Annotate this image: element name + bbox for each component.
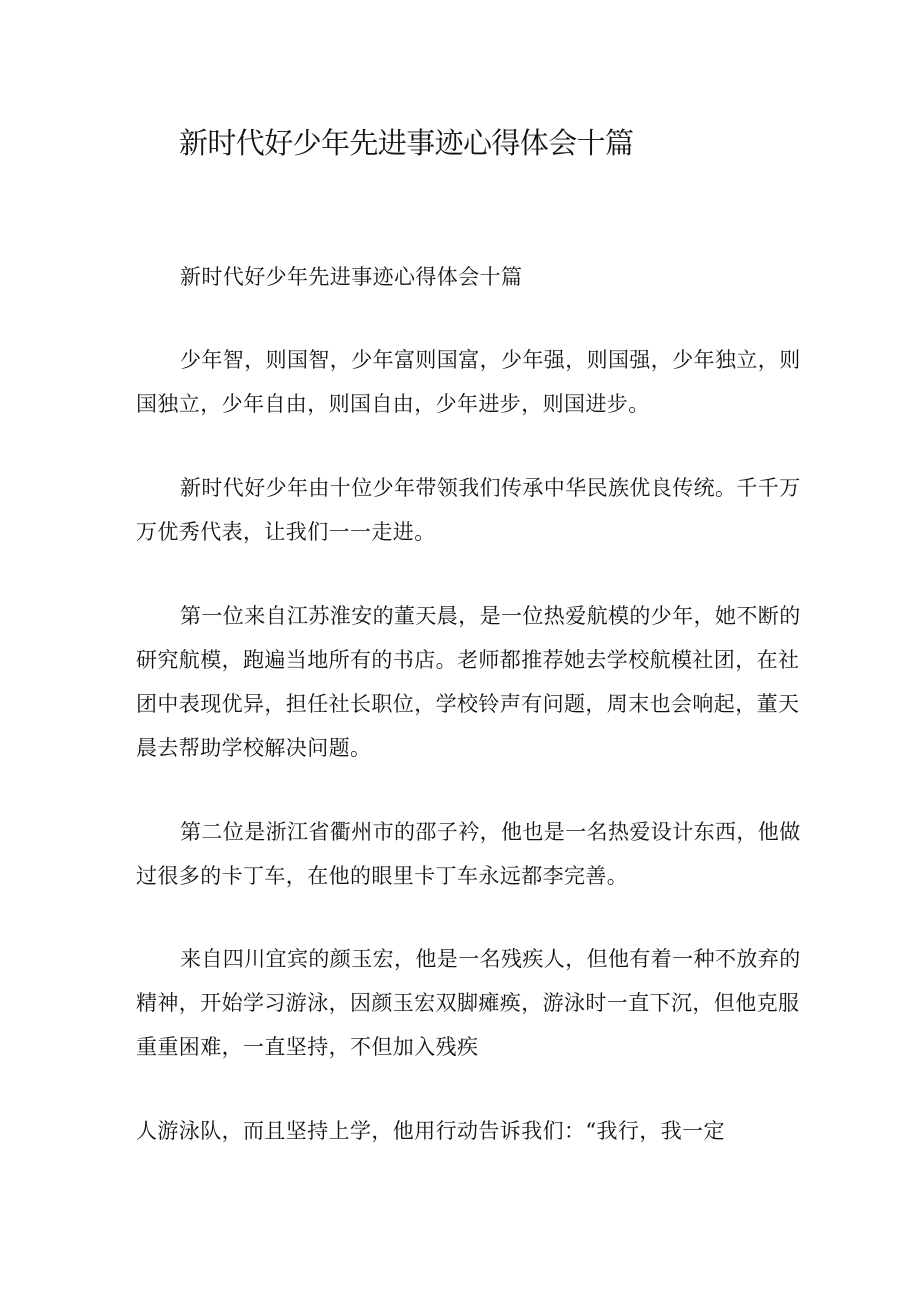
paragraph-subtitle: 新时代好少年先进事迹心得体会十篇 [180,265,523,289]
paragraph-1: 少年智，则国智，少年富则国富，少年强，则国强，少年独立，则国独立，少年自由，则国自由，少年进步，则国进步。 [136,348,801,416]
paragraph-3: 第一位来自江苏淮安的董天晨，是一位热爱航模的少年，她不断的研究航模，跑遍当地所有的书店。老师都推荐她去学校航模社团，在社团中表现优异，担任社长职位，学校铃声有问题，周末也会响起，董天晨去帮助学校解决问题。 [136,604,801,760]
paragraph-6: 人游泳队，而且坚持上学，他用行动告诉我们：“我行，我一定 [136,1119,725,1143]
paragraph-4: 第二位是浙江省衢州市的邵子衿，他也是一名热爱设计东西，他做过很多的卡丁车，在他的眼里卡丁车永远都李完善。 [136,820,801,888]
paragraph-2: 新时代好少年由十位少年带领我们传承中华民族优良传统。千千万万优秀代表，让我们一一走进。 [136,476,801,544]
document-title: 新时代好少年先进事迹心得体会十篇 [179,126,634,160]
paragraph-5: 来自四川宜宾的颜玉宏，他是一名残疾人，但他有着一种不放弃的精神，开始学习游泳，因颜玉宏双脚瘫痪，游泳时一直下沉，但他克服重重困难，一直坚持，不但加入残疾 [136,947,801,1059]
